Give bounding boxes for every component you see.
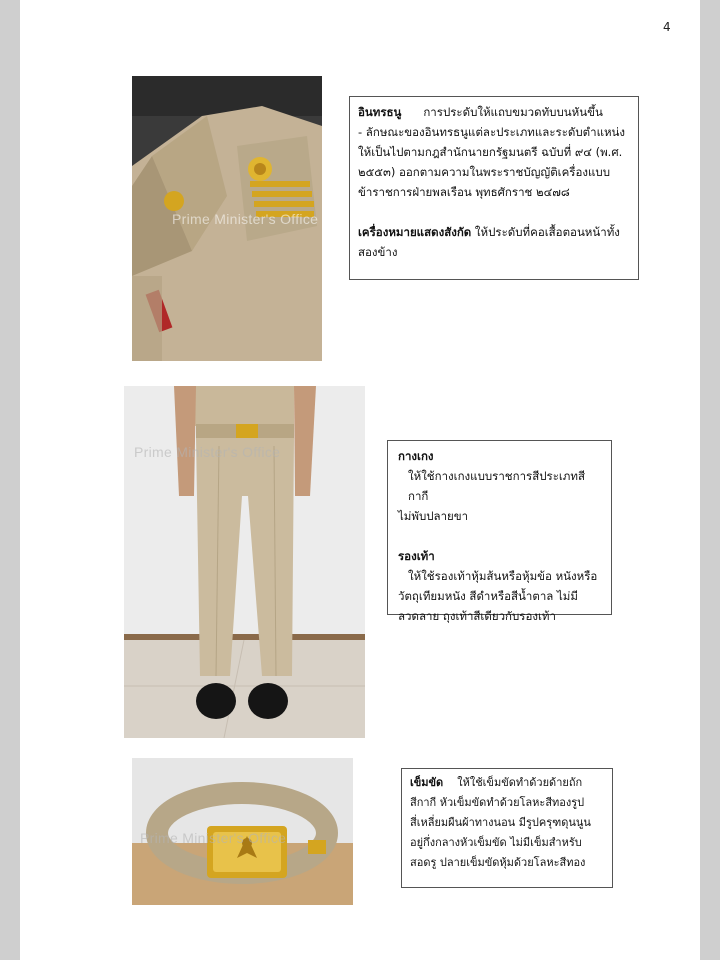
insignia-heading: เครื่องหมายแสดงสังกัด xyxy=(358,225,472,239)
epaulette-heading-text: การประดับให้แถบขมวดทับบนหันขึ้น xyxy=(423,105,603,119)
epaulette-line: ๒๕๕๓) ออกตามความในพระราชบัญญัติเครื่องแบบ xyxy=(358,165,611,179)
document-page xyxy=(20,0,700,960)
belt-photo xyxy=(132,758,353,905)
belt-line: สี่เหลี่ยมผืนผ้าทางนอน มีรูปครุฑดุนนูน xyxy=(410,816,591,829)
belt-line: อยู่กึ่งกลางหัวเข็มขัด ไม่มีเข็มสำหรับ xyxy=(410,836,582,849)
insignia-text: ให้ประดับที่คอเสื้อตอนหน้าทั้ง xyxy=(474,225,620,239)
watermark-text: Prime Minister's Office xyxy=(140,830,287,846)
epaulette-line: ให้เป็นไปตามกฎสำนักนายกรัฐมนตรี ฉบับที่ ๙๔ (พ.ศ. xyxy=(358,145,623,159)
trousers-line: ให้ใช้กางเกงแบบราชการสีประเภทสีกากี xyxy=(408,469,585,503)
trousers-textbox xyxy=(387,440,612,623)
watermark-text: Prime Minister's Office xyxy=(134,444,281,460)
trousers-line: ไม่พับปลายขา xyxy=(398,509,469,523)
belt-line: สีกากี หัวเข็มขัดทำด้วยโลหะสีทองรูป xyxy=(410,796,585,809)
trousers-heading: กางเกง xyxy=(398,449,434,463)
belt-line: สอดรู ปลายเข็มขัดหุ้มด้วยโลหะสีทอง xyxy=(410,856,586,869)
epaulette-line: - ลักษณะของอินทรธนูแต่ละประเภทและระดับตำแหน่ง xyxy=(358,125,626,139)
epaulette-line: ข้าราชการฝ่ายพลเรือน พุทธศักราช ๒๔๗๘ xyxy=(358,185,570,199)
page-number: 4 xyxy=(663,20,671,34)
shoes-heading: รองเท้า xyxy=(398,549,435,563)
belt-heading: เข็มขัด xyxy=(410,776,444,789)
epaulette-textbox xyxy=(349,96,639,280)
shoes-line: วัตถุเทียมหนัง สีดำหรือสีน้ำตาล ไม่มี xyxy=(398,589,578,603)
shoes-line: ลวดลาย ถุงเท้าสีเดียวกับรองเท้า xyxy=(398,609,556,623)
belt-textbox xyxy=(401,768,613,888)
epaulette-photo xyxy=(132,76,322,361)
shoes-line: ให้ใช้รองเท้าหุ้มส้นหรือหุ้มข้อ หนังหรือ xyxy=(408,569,598,583)
epaulette-heading: อินทรธนู xyxy=(358,105,402,119)
trousers-photo xyxy=(124,386,365,738)
belt-heading-text: ให้ใช้เข็มขัดทำด้วยด้ายถัก xyxy=(457,776,583,789)
watermark-text: Prime Minister's Office xyxy=(172,211,319,227)
insignia-text-cont: สองข้าง xyxy=(358,245,398,259)
